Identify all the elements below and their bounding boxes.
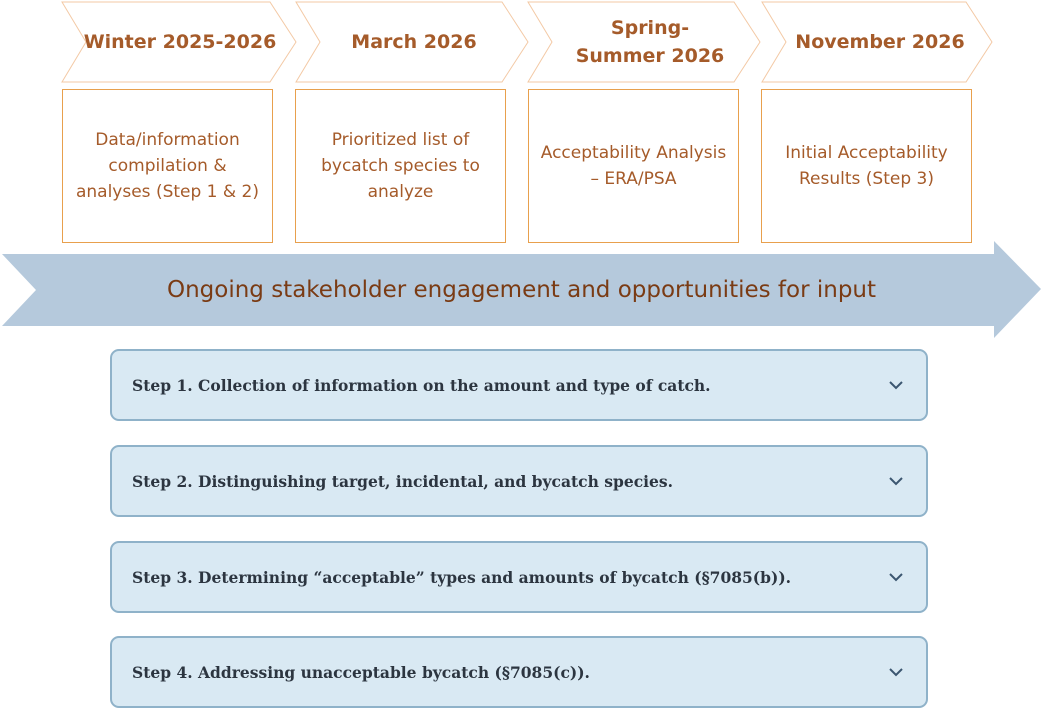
chevron-down-icon (888, 380, 904, 390)
step-2-label: Step 2. Distinguishing target, incidental, and bycatch species. (132, 471, 674, 491)
phase-description-3: Acceptability Analysis – ERA/PSA (528, 89, 739, 243)
chevron-down-icon (888, 572, 904, 582)
step-2-accordion[interactable] (110, 445, 928, 517)
phase-label-4: November 2026 (795, 31, 965, 53)
step-3-accordion[interactable] (110, 541, 928, 613)
chevron-down-icon (888, 667, 904, 677)
phase-label-1: Winter 2025-2026 (83, 31, 277, 53)
step-1-label: Step 1. Collection of information on the amount and type of catch. (132, 375, 711, 395)
step-3-label: Step 3. Determining “acceptable” types and amounts of bycatch (§7085(b)). (132, 567, 792, 587)
phase-description-2: Prioritized list of bycatch species to analyze (295, 89, 506, 243)
phase-description-1: Data/information compilation & analyses (Step 1 & 2) (62, 89, 273, 243)
phase-label-3: Spring-Summer 2026 (575, 17, 725, 67)
chevron-down-icon (888, 476, 904, 486)
step-4-accordion[interactable] (110, 636, 928, 708)
phase-label-2: March 2026 (351, 31, 477, 53)
banner-text: Ongoing stakeholder engagement and opportunities for input (166, 277, 877, 303)
step-1-accordion[interactable] (110, 349, 928, 421)
step-4-label: Step 4. Addressing unacceptable bycatch (§7085(c)). (132, 662, 590, 682)
phase-description-4: Initial Acceptability Results (Step 3) (761, 89, 972, 243)
